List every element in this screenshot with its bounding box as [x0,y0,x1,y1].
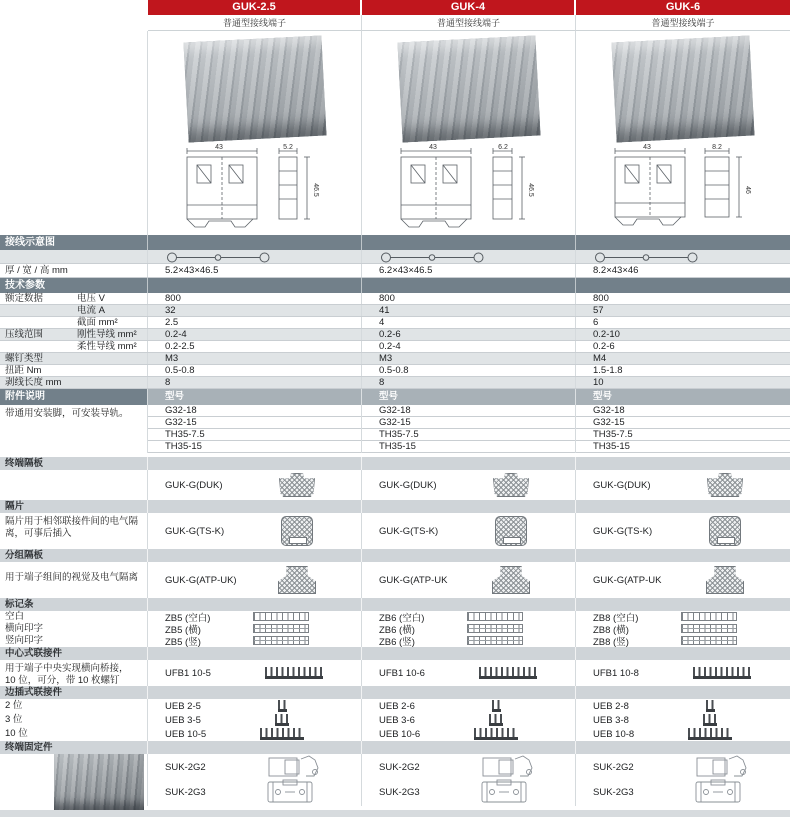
spec-row-torque [0,365,790,377]
rigid-value: 0.2-6 [362,329,576,340]
side-connector-drawing [706,700,715,712]
group-separator-drawing [492,566,530,594]
product-title: GUK-2.5 [148,0,360,15]
end-plate-model: GUK-G(DUK) [379,479,437,491]
tech-section-bar [0,278,790,293]
end-fixing-drawing [265,755,327,805]
center-connector-model: UFB1 10-5 [165,667,211,679]
product-subtitle: 普通型接线端子 [148,15,362,31]
product-title: GUK-4 [362,0,574,15]
dimensions-row [0,264,790,278]
center-connector-desc-2: 10 位，可分，带 10 枚螺钉 [5,675,120,686]
marking-model: ZB6 (横) [379,624,415,636]
product-subtitle: 普通型接线端子 [362,15,576,31]
end-plate-drawing [493,473,529,497]
dim-width: 43 [428,144,437,151]
product-title: GUK-6 [576,0,790,15]
screw-value: M3 [362,353,576,364]
screw-value: M3 [148,353,362,364]
separator-model: GUK-G(TS-K) [593,525,653,537]
wiring-section-bar [0,235,790,250]
marking-strip-drawing [681,624,737,633]
spec-row-rigid [0,329,790,341]
torque-value: 0.5-0.8 [148,365,362,376]
header-band [0,0,790,31]
mounting-description: 带通用安装脚，可安装导轨。 [0,405,148,453]
wiring-diagram-row [0,250,790,264]
flexible-label: 柔性导线 mm² [77,341,137,352]
end-plate-drawing [279,473,315,497]
screw-label: 螺钉类型 [0,353,148,364]
group-separator-label: 分组隔板 [0,549,148,562]
end-fixing-model: SUK-2G3 [379,787,420,798]
rigid-value: 0.2-4 [148,329,362,340]
strip-length-value: 10 [576,377,790,388]
marking-strip-drawing [253,624,309,633]
marking-strip-row [0,611,790,647]
rigid-value: 0.2-10 [576,329,790,340]
center-connector-drawing [479,667,537,679]
dimensions-value: 8.2×43×46 [593,265,639,276]
center-connector-row [0,660,790,686]
marking-vert-label: 竖向印字 [5,635,44,646]
spec-row-flexible [0,341,790,353]
model-no-label: 型号 [576,389,790,405]
product-photo [397,35,540,142]
product-photo [183,35,326,142]
strip-length-label: 剥线长度 mm [0,377,148,388]
marking-model: ZB6 (竖) [379,636,415,648]
marking-model: ZB8 (横) [593,624,629,636]
end-plate-model: GUK-G(DUK) [593,479,651,491]
center-connector-label: 中心式联接件 [0,647,148,660]
marking-model: ZB5 (横) [165,624,201,636]
marking-strip-drawing [253,612,309,621]
separator-drawing [281,516,313,546]
group-separator-drawing [278,566,316,594]
spec-row-voltage [0,293,790,305]
rail-model: G32-15 [148,417,361,429]
group-separator-model: GUK-G(ATP-UK [593,574,662,586]
media-col-3 [576,31,790,235]
separator-label: 隔片 [0,500,148,513]
end-fixing-photo [54,754,144,810]
accessories-label: 附件说明 [0,389,148,405]
flexible-value: 0.2-4 [362,341,576,352]
side-connector-drawing [688,728,732,740]
rail-model: G32-15 [362,417,575,429]
screw-value: M4 [576,353,790,364]
side-connector-model: UEB 2-8 [593,700,629,712]
separator-row [0,513,790,549]
media-band [0,31,790,235]
model-no-label: 型号 [148,389,362,405]
current-value: 41 [362,305,576,316]
dim-height: 46 [744,186,751,194]
dim-width: 43 [643,144,651,151]
separator-drawing [495,516,527,546]
end-fixing-model: SUK-2G2 [165,762,206,773]
cross-section-value: 4 [362,317,576,328]
voltage-label: 电压 V [77,293,105,304]
separator-model: GUK-G(TS-K) [165,525,225,537]
end-fixing-model: SUK-2G2 [379,762,420,773]
center-connector-drawing [693,667,751,679]
dim-thickness: 6.2 [497,144,508,151]
group-separator-drawing [706,566,744,594]
current-label: 电流 A [77,305,105,316]
side-connector-drawing [703,714,717,726]
rail-model: TH35-7.5 [576,429,790,441]
strip-length-value: 8 [362,377,576,388]
side-connector-model: UEB 10-8 [593,728,635,740]
center-connector-drawing [265,667,323,679]
side-3-label: 3 位 [5,714,23,725]
wiring-diagram [148,250,362,263]
rail-model: TH35-7.5 [148,429,361,441]
marking-strip-drawing [467,624,523,633]
rail-model: G32-15 [576,417,790,429]
rail-model: G32-18 [362,405,575,417]
rail-model: TH35-15 [362,441,575,453]
voltage-value: 800 [593,293,609,304]
side-connector-model: UEB 10-5 [165,728,207,740]
center-connector-desc-1: 用于端子中央实现横向桥接， [5,663,129,674]
current-value: 32 [148,305,362,316]
rail-model: G32-18 [576,405,790,417]
side-connector-drawing [489,714,503,726]
header-spacer [0,0,148,31]
dim-height: 46.5 [311,183,319,197]
side-10-label: 10 位 [5,728,28,739]
marking-model: ZB5 (空白) [165,612,211,624]
wiring-diagram [576,250,790,263]
side-connector-model: UEB 3-6 [379,714,415,726]
spec-row-screw [0,353,790,365]
cross-section-value: 6 [593,317,599,328]
side-connector-bar [0,686,790,699]
clamp-group-label: 压线范围 [5,329,44,340]
spec-row-cross-section [0,317,790,329]
marking-strip-label: 标记条 [0,598,148,611]
group-separator-row [0,562,790,598]
side-connector-drawing [492,700,501,712]
side-connector-drawing [474,728,518,740]
dimension-drawing [603,143,763,235]
product-column-header [362,0,576,31]
center-connector-bar [0,647,790,660]
dim-height: 46.5 [526,183,534,197]
end-fixing-label: 终端固定件 [0,741,148,754]
product-photo [611,35,754,142]
group-separator-bar [0,549,790,562]
product-subtitle: 普通型接线端子 [576,15,790,31]
side-connector-model: UEB 2-5 [165,700,201,712]
rigid-label: 刚性导线 mm² [77,329,137,340]
flexible-value: 0.2-6 [593,341,615,352]
torque-value: 0.5-0.8 [362,365,576,376]
side-connector-drawing [278,700,287,712]
end-fixing-model: SUK-2G2 [593,762,634,773]
dim-width: 43 [214,144,223,151]
group-separator-model: GUK-G(ATP-UK [379,574,448,586]
side-2-label: 2 位 [5,700,23,711]
end-fixing-bar [0,741,790,754]
dimensions-value: 6.2×43×46.5 [362,264,576,277]
end-plate-label: 终端隔板 [0,457,148,470]
side-connector-drawing [275,714,289,726]
current-value: 57 [576,305,790,316]
side-connector-model: UEB 2-6 [379,700,415,712]
end-plate-drawing [707,473,743,497]
dim-thickness: 5.2 [282,144,293,151]
rail-model: G32-18 [148,405,361,417]
dimensions-value: 5.2×43×46.5 [148,264,362,277]
cross-section-value: 2.5 [148,317,362,328]
strip-length-value: 8 [148,377,362,388]
end-plate-model: GUK-G(DUK) [165,479,223,491]
end-fixing-drawing [693,755,755,805]
wiring-diagram [362,250,576,263]
end-fixing-drawing [479,755,541,805]
separator-bar [0,500,790,513]
center-connector-model: UFB1 10-6 [379,667,425,679]
flexible-value: 0.2-2.5 [148,341,362,352]
torque-value: 1.5-1.8 [593,365,623,376]
marking-model: ZB6 (空白) [379,612,425,624]
torque-label: 扭距 Nm [0,365,148,376]
dimension-drawing [175,143,335,235]
marking-strip-drawing [681,612,737,621]
group-separator-description: 用于端子组间的视觉及电气隔离 [0,562,148,598]
dimensions-label: 厚 / 宽 / 高 mm [0,264,148,277]
rail-model: TH35-15 [576,441,790,453]
group-separator-model: GUK-G(ATP-UK) [165,574,237,586]
end-fixing-model: SUK-2G3 [165,787,206,798]
spec-row-strip-length [0,377,790,389]
center-connector-model: UFB1 10-8 [593,667,639,679]
page-footer-bar [0,810,790,817]
marking-strip-drawing [467,612,523,621]
marking-model: ZB8 (空白) [593,612,639,624]
voltage-value: 800 [362,293,576,304]
marking-model: ZB8 (竖) [593,636,629,648]
model-no-label: 型号 [362,389,576,405]
media-spacer [0,31,148,235]
spec-row-current [0,305,790,317]
side-connector-model: UEB 3-8 [593,714,629,726]
media-col-2 [362,31,576,235]
side-connector-row [0,699,790,741]
side-connector-model: UEB 10-6 [379,728,421,740]
product-column-header [148,0,362,31]
side-connector-model: UEB 3-5 [165,714,201,726]
accessories-bar [0,389,790,405]
end-fixing-model: SUK-2G3 [593,787,634,798]
rail-model: TH35-15 [148,441,361,453]
marking-strip-drawing [467,636,523,645]
product-column-header [576,0,790,31]
wiring-section-label: 接线示意图 [0,235,148,250]
marking-strip-drawing [253,636,309,645]
marking-blank-label: 空白 [5,611,25,622]
cross-section-label: 截面 mm² [77,317,118,328]
marking-horiz-label: 横向印字 [5,623,44,634]
rated-group-label: 额定数据 [5,293,44,304]
end-plate-bar [0,457,790,470]
separator-description: 隔片用于相邻联接件间的电气隔离，可事后插入 [0,513,148,549]
marking-model: ZB5 (竖) [165,636,201,648]
media-col-1 [148,31,362,235]
rail-model: TH35-7.5 [362,429,575,441]
tech-section-label: 技术参数 [0,278,148,293]
end-plate-row [0,470,790,500]
separator-model: GUK-G(TS-K) [379,525,439,537]
marking-strip-drawing [681,636,737,645]
side-connector-drawing [260,728,304,740]
dimension-drawing [389,143,549,235]
rail-models-block [0,405,790,453]
side-connector-label: 边插式联接件 [0,686,148,699]
voltage-value: 800 [148,293,362,304]
dim-thickness: 8.2 [712,144,722,151]
separator-drawing [709,516,741,546]
